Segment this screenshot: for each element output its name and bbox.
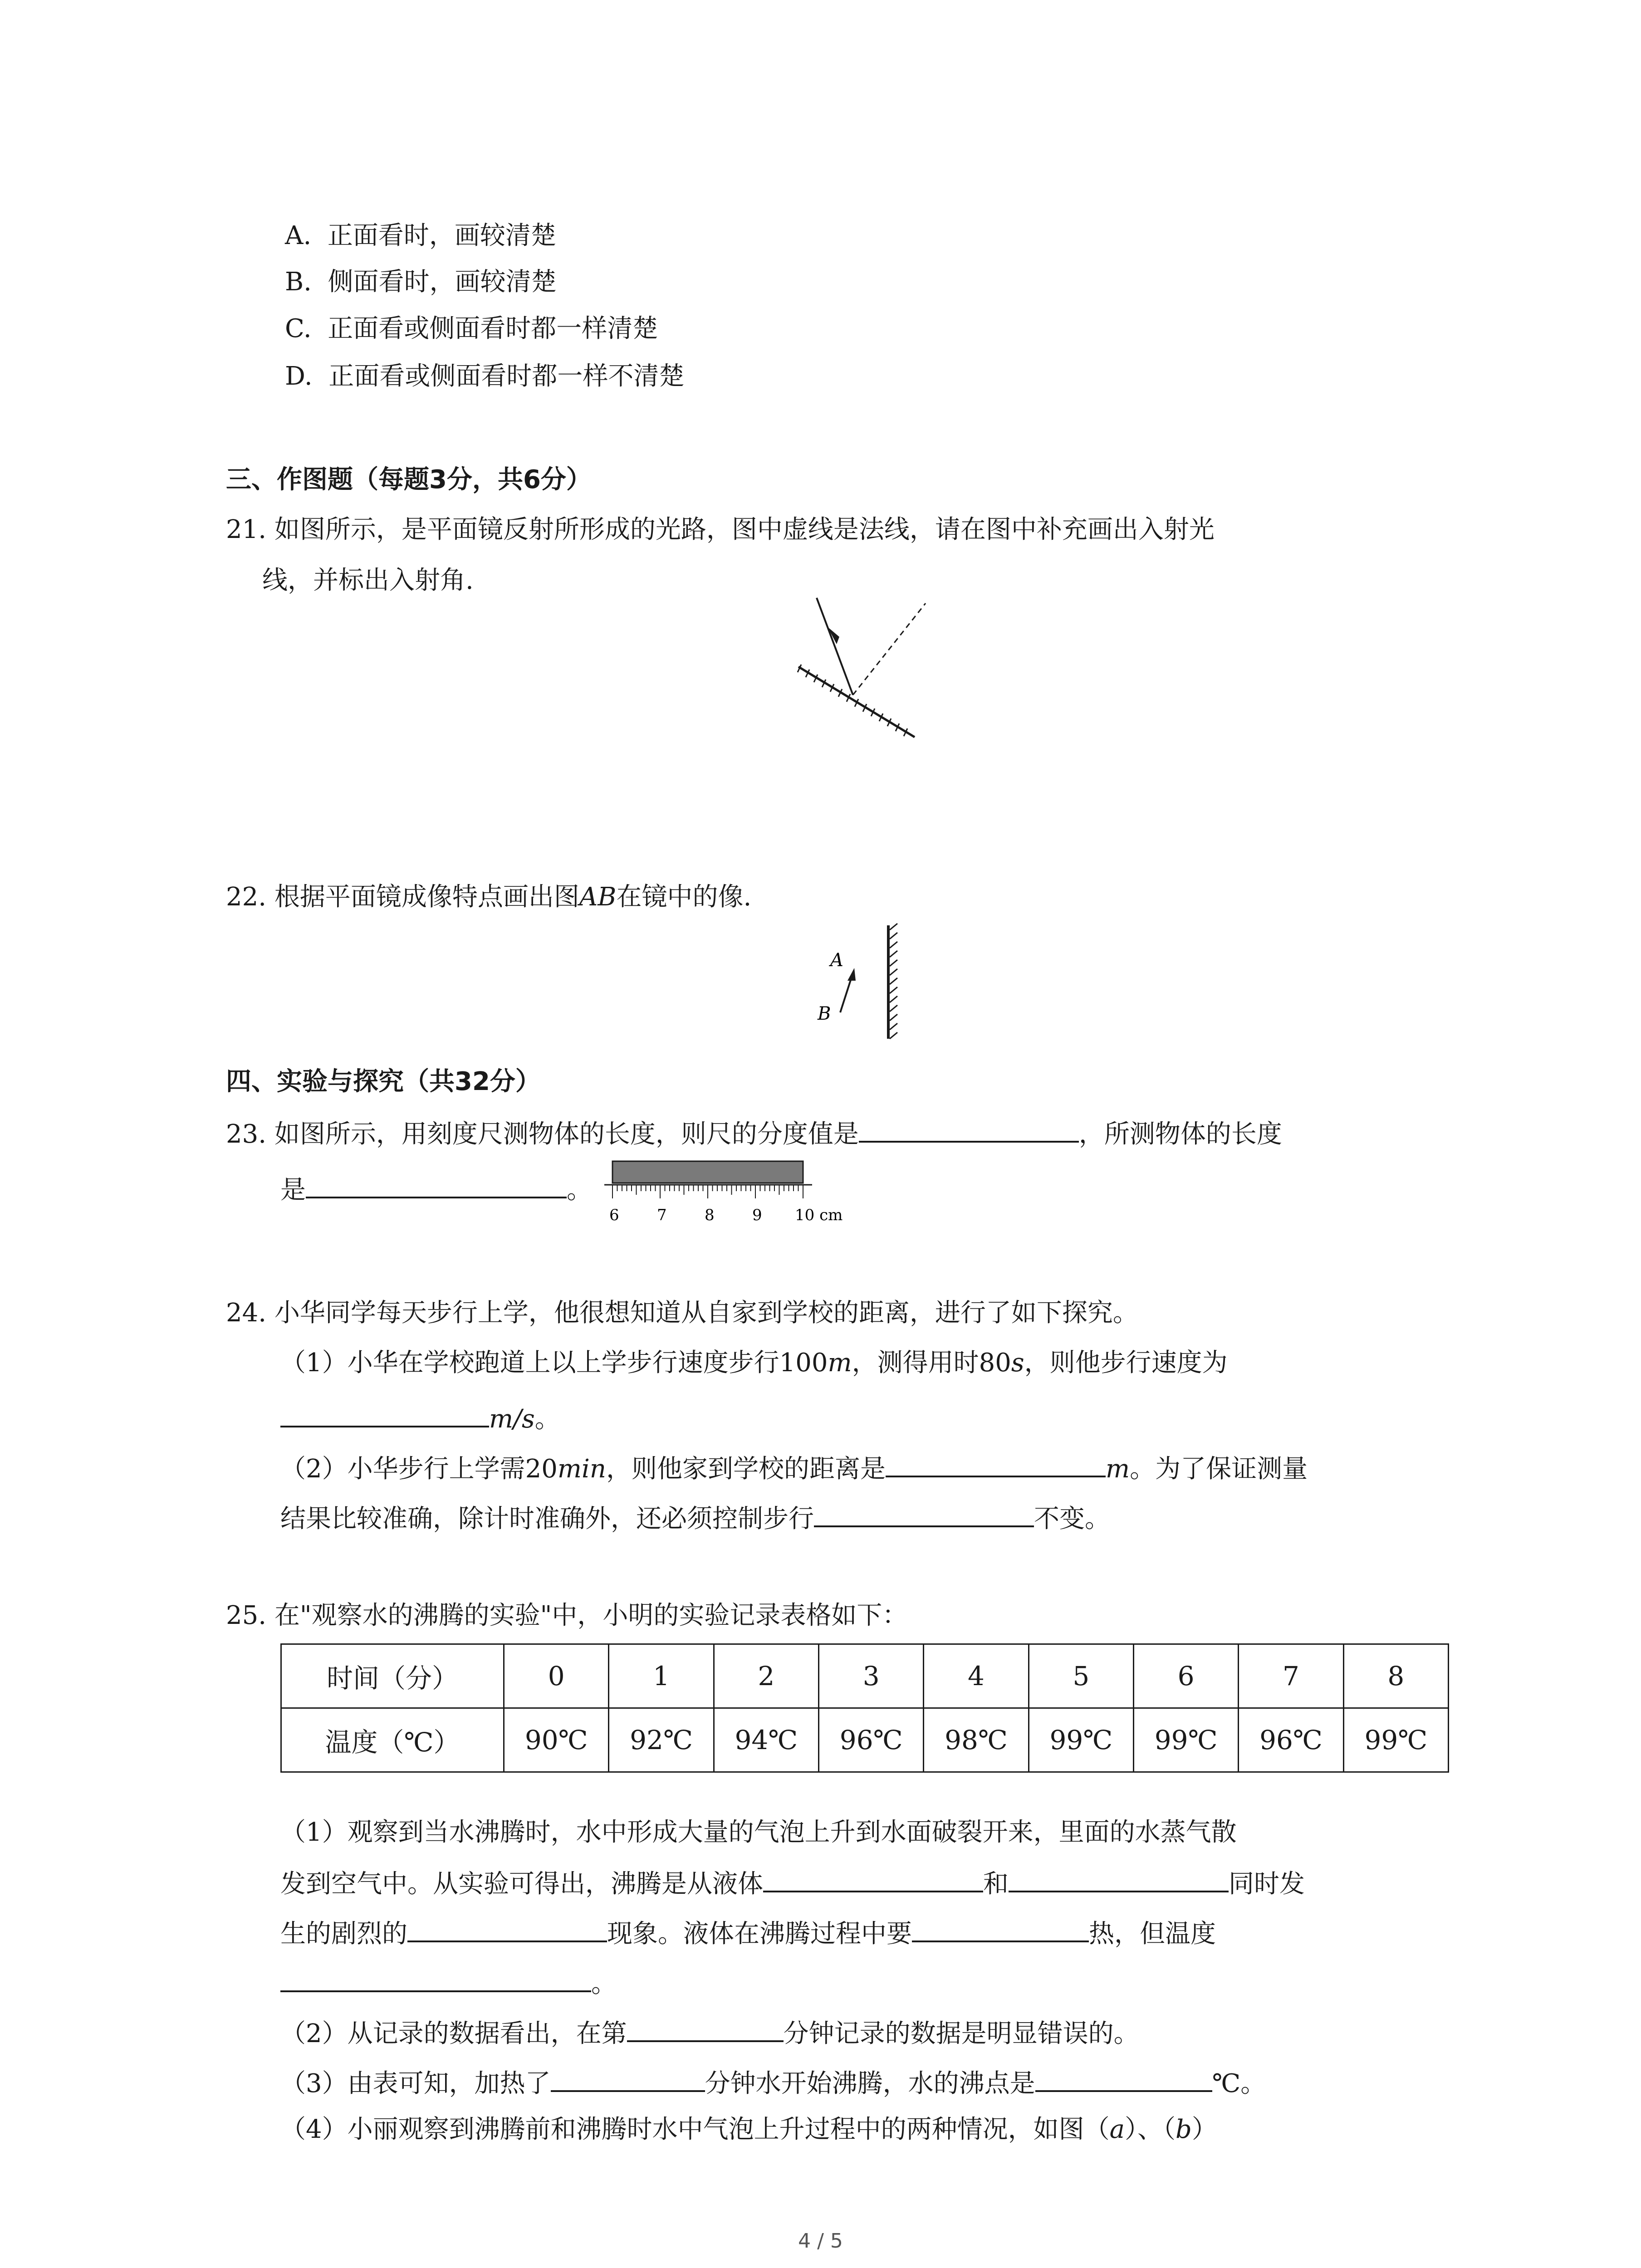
option-b <box>285 264 557 300</box>
table-cell: 8 <box>1343 1644 1448 1708</box>
answer-blank[interactable] <box>407 1914 607 1942</box>
table-cell: 2 <box>714 1644 818 1708</box>
answer-blank[interactable] <box>886 1449 1106 1477</box>
table-cell: 6 <box>1133 1644 1238 1708</box>
answer-blank[interactable] <box>814 1499 1034 1527</box>
section-3-title: 三、作图题（每题3分，共6分） <box>226 465 592 494</box>
ruler-diagram <box>603 1157 857 1238</box>
table-cell: 7 <box>1239 1644 1343 1708</box>
tick-label: 7 <box>657 1206 667 1224</box>
q23-line1: 23. 如图所示，用刻度尺测物体的长度，则尺的分度值是 ，所测物体的长度 <box>226 1114 1282 1153</box>
answer-blank[interactable] <box>280 1964 591 1992</box>
q22-text: 22. 根据平面镜成像特点画出图AB在镜中的像. <box>226 882 752 912</box>
option-letter: C. <box>285 314 312 343</box>
table-cell: 94℃ <box>714 1708 818 1772</box>
table-cell: 96℃ <box>1239 1708 1343 1772</box>
q25-part1-line4: 。 <box>280 1964 617 2002</box>
tick-label: 9 <box>752 1206 762 1224</box>
object-arrow <box>847 968 856 981</box>
answer-blank[interactable] <box>551 2064 705 2092</box>
q25-part1-line1: （1）观察到当水沸腾时，水中形成大量的气泡上升到水面破裂开来，里面的水蒸气散 <box>280 1818 1237 1847</box>
option-text: 侧面看时，画较清楚 <box>328 267 557 297</box>
table-cell: 99℃ <box>1133 1708 1238 1772</box>
page-number: 4 / 5 <box>798 2229 843 2253</box>
ruler-minor-ticks <box>612 1185 803 1198</box>
q23-line2: 是 。 <box>280 1170 592 1208</box>
answer-blank[interactable] <box>859 1114 1079 1143</box>
table-cell: 98℃ <box>924 1708 1029 1772</box>
option-d <box>285 358 684 395</box>
normal-line <box>853 603 926 695</box>
answer-blank[interactable] <box>912 1914 1089 1942</box>
tick-label: 10 cm <box>795 1206 843 1224</box>
label-a: A <box>830 950 843 971</box>
answer-blank[interactable] <box>627 2014 784 2042</box>
table-cell: 5 <box>1029 1644 1133 1708</box>
tick-label: 8 <box>705 1206 715 1224</box>
option-letter: A. <box>285 221 312 250</box>
plane-mirror-diagram <box>812 925 921 1043</box>
q25-part1-line2: 发到空气中。从实验可得出，沸腾是从液体 和 同时发 <box>280 1864 1305 1902</box>
q21-line2: 线，并标出入射角. <box>262 566 474 595</box>
answer-blank[interactable] <box>1009 1864 1229 1892</box>
q25-part1-line3: 生的剧烈的 现象。液体在沸腾过程中要 热，但温度 <box>280 1914 1216 1952</box>
boiling-data-table <box>280 1643 1449 1773</box>
q24-part2-line2: 结果比较准确，除计时准确外，还必须控制步行 不变。 <box>280 1499 1110 1537</box>
table-cell: 1 <box>609 1644 714 1708</box>
table-header-time: 时间（分） <box>281 1644 504 1708</box>
q24-intro: 24. 小华同学每天步行上学，他很想知道从自家到学校的距离，进行了如下探究。 <box>226 1298 1138 1328</box>
q21-line1: 21. 如图所示，是平面镜反射所形成的光路，图中虚线是法线，请在图中补充画出入射光 <box>226 515 1215 544</box>
table-row <box>281 1644 1449 1708</box>
answer-blank[interactable] <box>306 1170 567 1198</box>
option-c <box>285 311 658 347</box>
q25-part2: （2）从记录的数据看出，在第 分钟记录的数据是明显错误的。 <box>280 2014 1139 2052</box>
q25-part4: （4）小丽观察到沸腾前和沸腾时水中气泡上升过程中的两种情况，如图（a）、（b） <box>280 2115 1217 2144</box>
option-text: 正面看或侧面看时都一样清楚 <box>328 314 658 343</box>
table-cell: 96℃ <box>818 1708 923 1772</box>
q25-part3: （3）由表可知，加热了 分钟水开始沸腾，水的沸点是 ℃。 <box>280 2064 1266 2102</box>
section-4-title: 四、实验与探究（共32分） <box>226 1067 541 1096</box>
table-cell: 3 <box>818 1644 923 1708</box>
q25-intro: 25. 在"观察水的沸腾的实验"中，小明的实验记录表格如下： <box>226 1601 908 1630</box>
option-text: 正面看或侧面看时都一样不清楚 <box>328 362 685 391</box>
table-cell: 99℃ <box>1029 1708 1133 1772</box>
q24-part2: （2）小华步行上学需20min，则他家到学校的距离是 m。为了保证测量 <box>280 1449 1308 1487</box>
option-text: 正面看时，画较清楚 <box>327 221 556 250</box>
table-cell: 0 <box>504 1644 609 1708</box>
answer-blank[interactable] <box>763 1864 983 1892</box>
table-cell: 99℃ <box>1343 1708 1448 1772</box>
option-letter: B. <box>285 267 312 297</box>
table-cell: 4 <box>924 1644 1029 1708</box>
reflection-diagram <box>789 594 935 744</box>
label-b: B <box>818 1003 831 1024</box>
option-a <box>285 218 556 254</box>
answer-blank[interactable] <box>280 1399 489 1427</box>
option-letter: D. <box>285 362 313 391</box>
answer-blank[interactable] <box>1035 2064 1212 2092</box>
table-row <box>281 1708 1449 1772</box>
q24-part1-answer: m/s。 <box>280 1399 560 1437</box>
tick-label: 6 <box>609 1206 619 1224</box>
table-cell: 92℃ <box>609 1708 714 1772</box>
table-cell: 90℃ <box>504 1708 609 1772</box>
measured-object <box>612 1161 803 1183</box>
table-header-temp: 温度（℃） <box>281 1708 504 1772</box>
q24-part1: （1）小华在学校跑道上以上学步行速度步行100m，测得用时80s，则他步行速度为 <box>280 1348 1228 1378</box>
plane-mirror-hatching <box>890 924 897 1039</box>
